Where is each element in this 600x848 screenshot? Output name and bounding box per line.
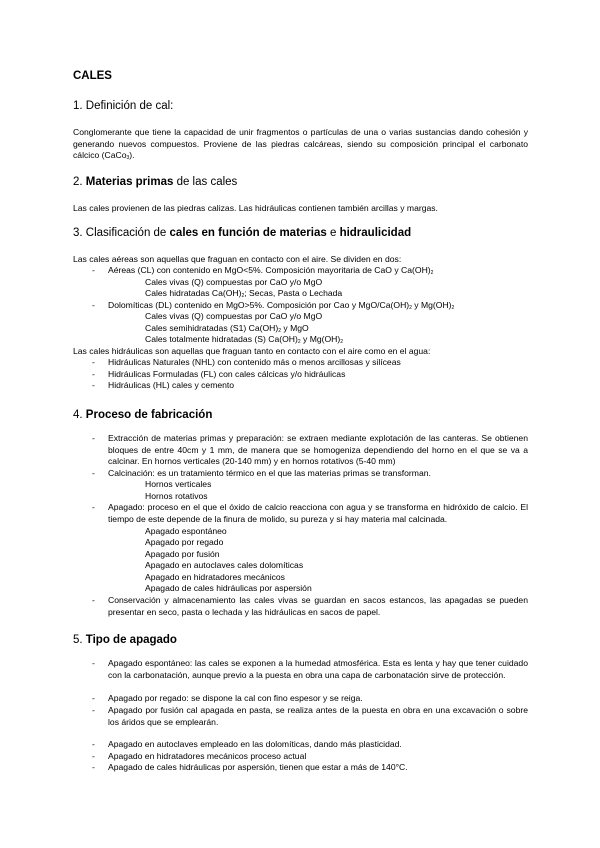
apagado-sub-item: Apagado por fusión	[145, 549, 220, 559]
document-title: CALES	[73, 70, 112, 82]
aereas-sub-item: Cales hidratadas $Ca(OH)_2$; Secas, Pasta o Lechada	[145, 288, 343, 299]
hidraulicas-intro: Las cales hidráulicas son aquellas que fraguan tanto en contacto con el aire como en el agua:	[73, 346, 431, 356]
bullet-dash: -	[92, 705, 95, 715]
dolomiticas-sub-item: Cales totalmente hidratadas (S) $Ca(OH)_2$ y $Mg(OH)_2$	[145, 334, 344, 345]
calcinacion-sub-item: Hornos verticales	[145, 479, 212, 489]
apagado-sub-item: Apagado de cales hidráulicas por aspersión	[145, 583, 312, 593]
bullet-dash: -	[92, 739, 95, 749]
section-1-heading: 1. Definición de cal:	[73, 100, 174, 112]
bullet-dash: -	[92, 762, 95, 772]
section-2-heading: 2. Materias primas de las cales	[73, 176, 238, 188]
apagado-sub-item: Apagado espontáneo	[145, 526, 227, 536]
bullet-dash: -	[92, 265, 95, 275]
bullet-dash: -	[92, 595, 95, 605]
bullet-dash: -	[92, 502, 95, 512]
dolomiticas-sub-item: Cales vivas (Q) compuestas por CaO y/o MgO	[145, 311, 323, 321]
section-1-paragraph: Conglomerante que tiene la capacidad de unir fragmentos o partículas de una o varias sustancias dando cohesión y generando nuevos compuestos. Proviene de las piedras calcáreas, siendo su composición principal el carbonato cálcico (CaCo$_3$).	[73, 127, 528, 161]
apagado-sub-item: Apagado en autoclaves cales dolomíticas	[145, 560, 304, 570]
calcinacion-sub-item: Hornos rotativos	[145, 491, 208, 501]
bullet-dash: -	[92, 380, 95, 390]
apagado-sub-item: Apagado por regado	[145, 537, 224, 547]
bullet-dash: -	[92, 357, 95, 367]
aereas-sub-item: Cales vivas (Q) compuestas por CaO y/o MgO	[145, 277, 323, 287]
section-3-heading: 3. Clasificación de cales en función de materias e hidraulicidad	[73, 227, 412, 239]
apagado-sub-item: Apagado en hidratadores mecánicos	[145, 572, 285, 582]
bullet-dash: -	[92, 300, 95, 310]
aereas-intro: Las cales aéreas son aquellas que fraguan en contacto con el aire. Se dividen en dos:	[73, 254, 402, 264]
bullet-dash: -	[92, 658, 95, 668]
section-4-heading: 4. Proceso de fabricación	[73, 409, 213, 421]
bullet-dash: -	[92, 468, 95, 478]
section-2-paragraph: Las cales provienen de las piedras calizas. Las hidráulicas contienen también arcillas y margas.	[73, 203, 438, 213]
dolomiticas-sub-item: Cales semihidratadas (S1) $Ca(OH)_2$ y MgO	[145, 323, 309, 334]
bullet-dash: -	[92, 693, 95, 703]
bullet-dash: -	[92, 369, 95, 379]
bullet-dash: -	[92, 433, 95, 443]
section-5-heading: 5. Tipo de apagado	[73, 634, 177, 646]
bullet-dash: -	[92, 751, 95, 761]
